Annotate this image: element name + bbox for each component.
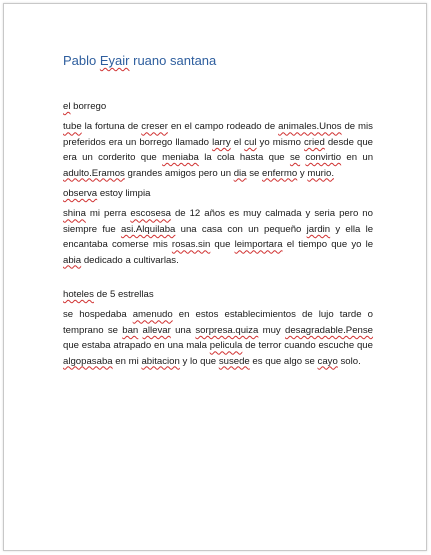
section-paragraph-hoteles: se hospedaba amenudo en estos establecimientos de lujo tarde o temprano se ban allevar una sorpresa.quiza muy desagradable.Pense que estaba atrapado en una mala pelicula de terror cuando escuche que algopasaba en mi abitacion y lo que susede es que algo se cayo solo.: [63, 309, 374, 367]
misspelled-word[interactable]: dia: [233, 167, 247, 179]
misspelled-word[interactable]: allevar: [142, 324, 171, 336]
section-paragraph-observa-estoy-limpia: shina mi perra escosesa de 12 años es muy calmada y seria pero no siempre fue asi.Alquilaba una casa con un pequeño jardin y ella le encantaba comerse mis rosas.sin que leimportara el tiempo que yo le abia dedicado a cultivarlas.: [63, 208, 374, 266]
misspelled-word[interactable]: escosesa: [130, 208, 171, 220]
document-page[interactable]: [3, 3, 427, 551]
misspelled-word[interactable]: meniaba: [162, 152, 199, 164]
misspelled-word[interactable]: tube: [63, 121, 82, 133]
misspelled-word[interactable]: el: [63, 101, 71, 112]
section-heading-el-borrego: el borrego: [63, 101, 107, 112]
misspelled-word[interactable]: enfermo: [262, 167, 298, 179]
misspelled-word[interactable]: abia: [63, 254, 82, 266]
misspelled-word[interactable]: leimportara: [234, 239, 283, 251]
misspelled-word[interactable]: Eyair: [99, 53, 130, 68]
misspelled-word[interactable]: adulto.Eramos: [63, 167, 125, 179]
misspelled-word[interactable]: se: [289, 152, 301, 164]
misspelled-word[interactable]: convirtio: [305, 152, 342, 164]
misspelled-word[interactable]: ban: [122, 324, 139, 336]
misspelled-word[interactable]: larry: [212, 136, 231, 148]
misspelled-word[interactable]: sorpresa.quiza: [195, 324, 259, 336]
section-paragraph-el-borrego: tube la fortuna de creser en el campo rodeado de animales.Unos de mis preferidos era un borrego llamado larry el cul yo mismo cried desde que era un corderito que meniaba la cola hasta que se convirtio en un adulto.Eramos grandes amigos pero un dia se enfermo y murio.: [63, 121, 374, 179]
misspelled-word[interactable]: abitacion: [141, 355, 180, 367]
misspelled-word[interactable]: cried: [304, 136, 325, 148]
misspelled-word[interactable]: amenudo: [132, 309, 173, 321]
misspelled-word[interactable]: hoteles: [63, 289, 94, 301]
misspelled-word[interactable]: susede: [218, 355, 250, 367]
misspelled-word[interactable]: jardin: [306, 223, 331, 235]
misspelled-word[interactable]: asi.Alquilaba: [120, 223, 176, 235]
section-heading-observa-estoy-limpia: observa estoy limpia: [63, 188, 151, 200]
document-body[interactable]: [63, 99, 373, 374]
misspelled-word[interactable]: algopasaba: [63, 355, 113, 367]
document-title: Pablo Eyair ruano santana: [63, 53, 217, 68]
misspelled-word[interactable]: desagradable.Pense: [285, 324, 374, 336]
misspelled-word[interactable]: animales.Unos: [278, 121, 342, 133]
misspelled-word[interactable]: cul: [244, 136, 257, 148]
misspelled-word[interactable]: observa: [63, 188, 98, 200]
misspelled-word[interactable]: murio.: [307, 167, 334, 179]
misspelled-word[interactable]: creser: [141, 121, 168, 133]
misspelled-word[interactable]: pelicula: [209, 340, 243, 352]
misspelled-word[interactable]: shina: [63, 208, 86, 220]
section-heading-hoteles: hoteles de 5 estrellas: [63, 289, 154, 301]
misspelled-word[interactable]: rosas.sin: [171, 239, 211, 251]
misspelled-word[interactable]: cayo: [317, 355, 338, 367]
